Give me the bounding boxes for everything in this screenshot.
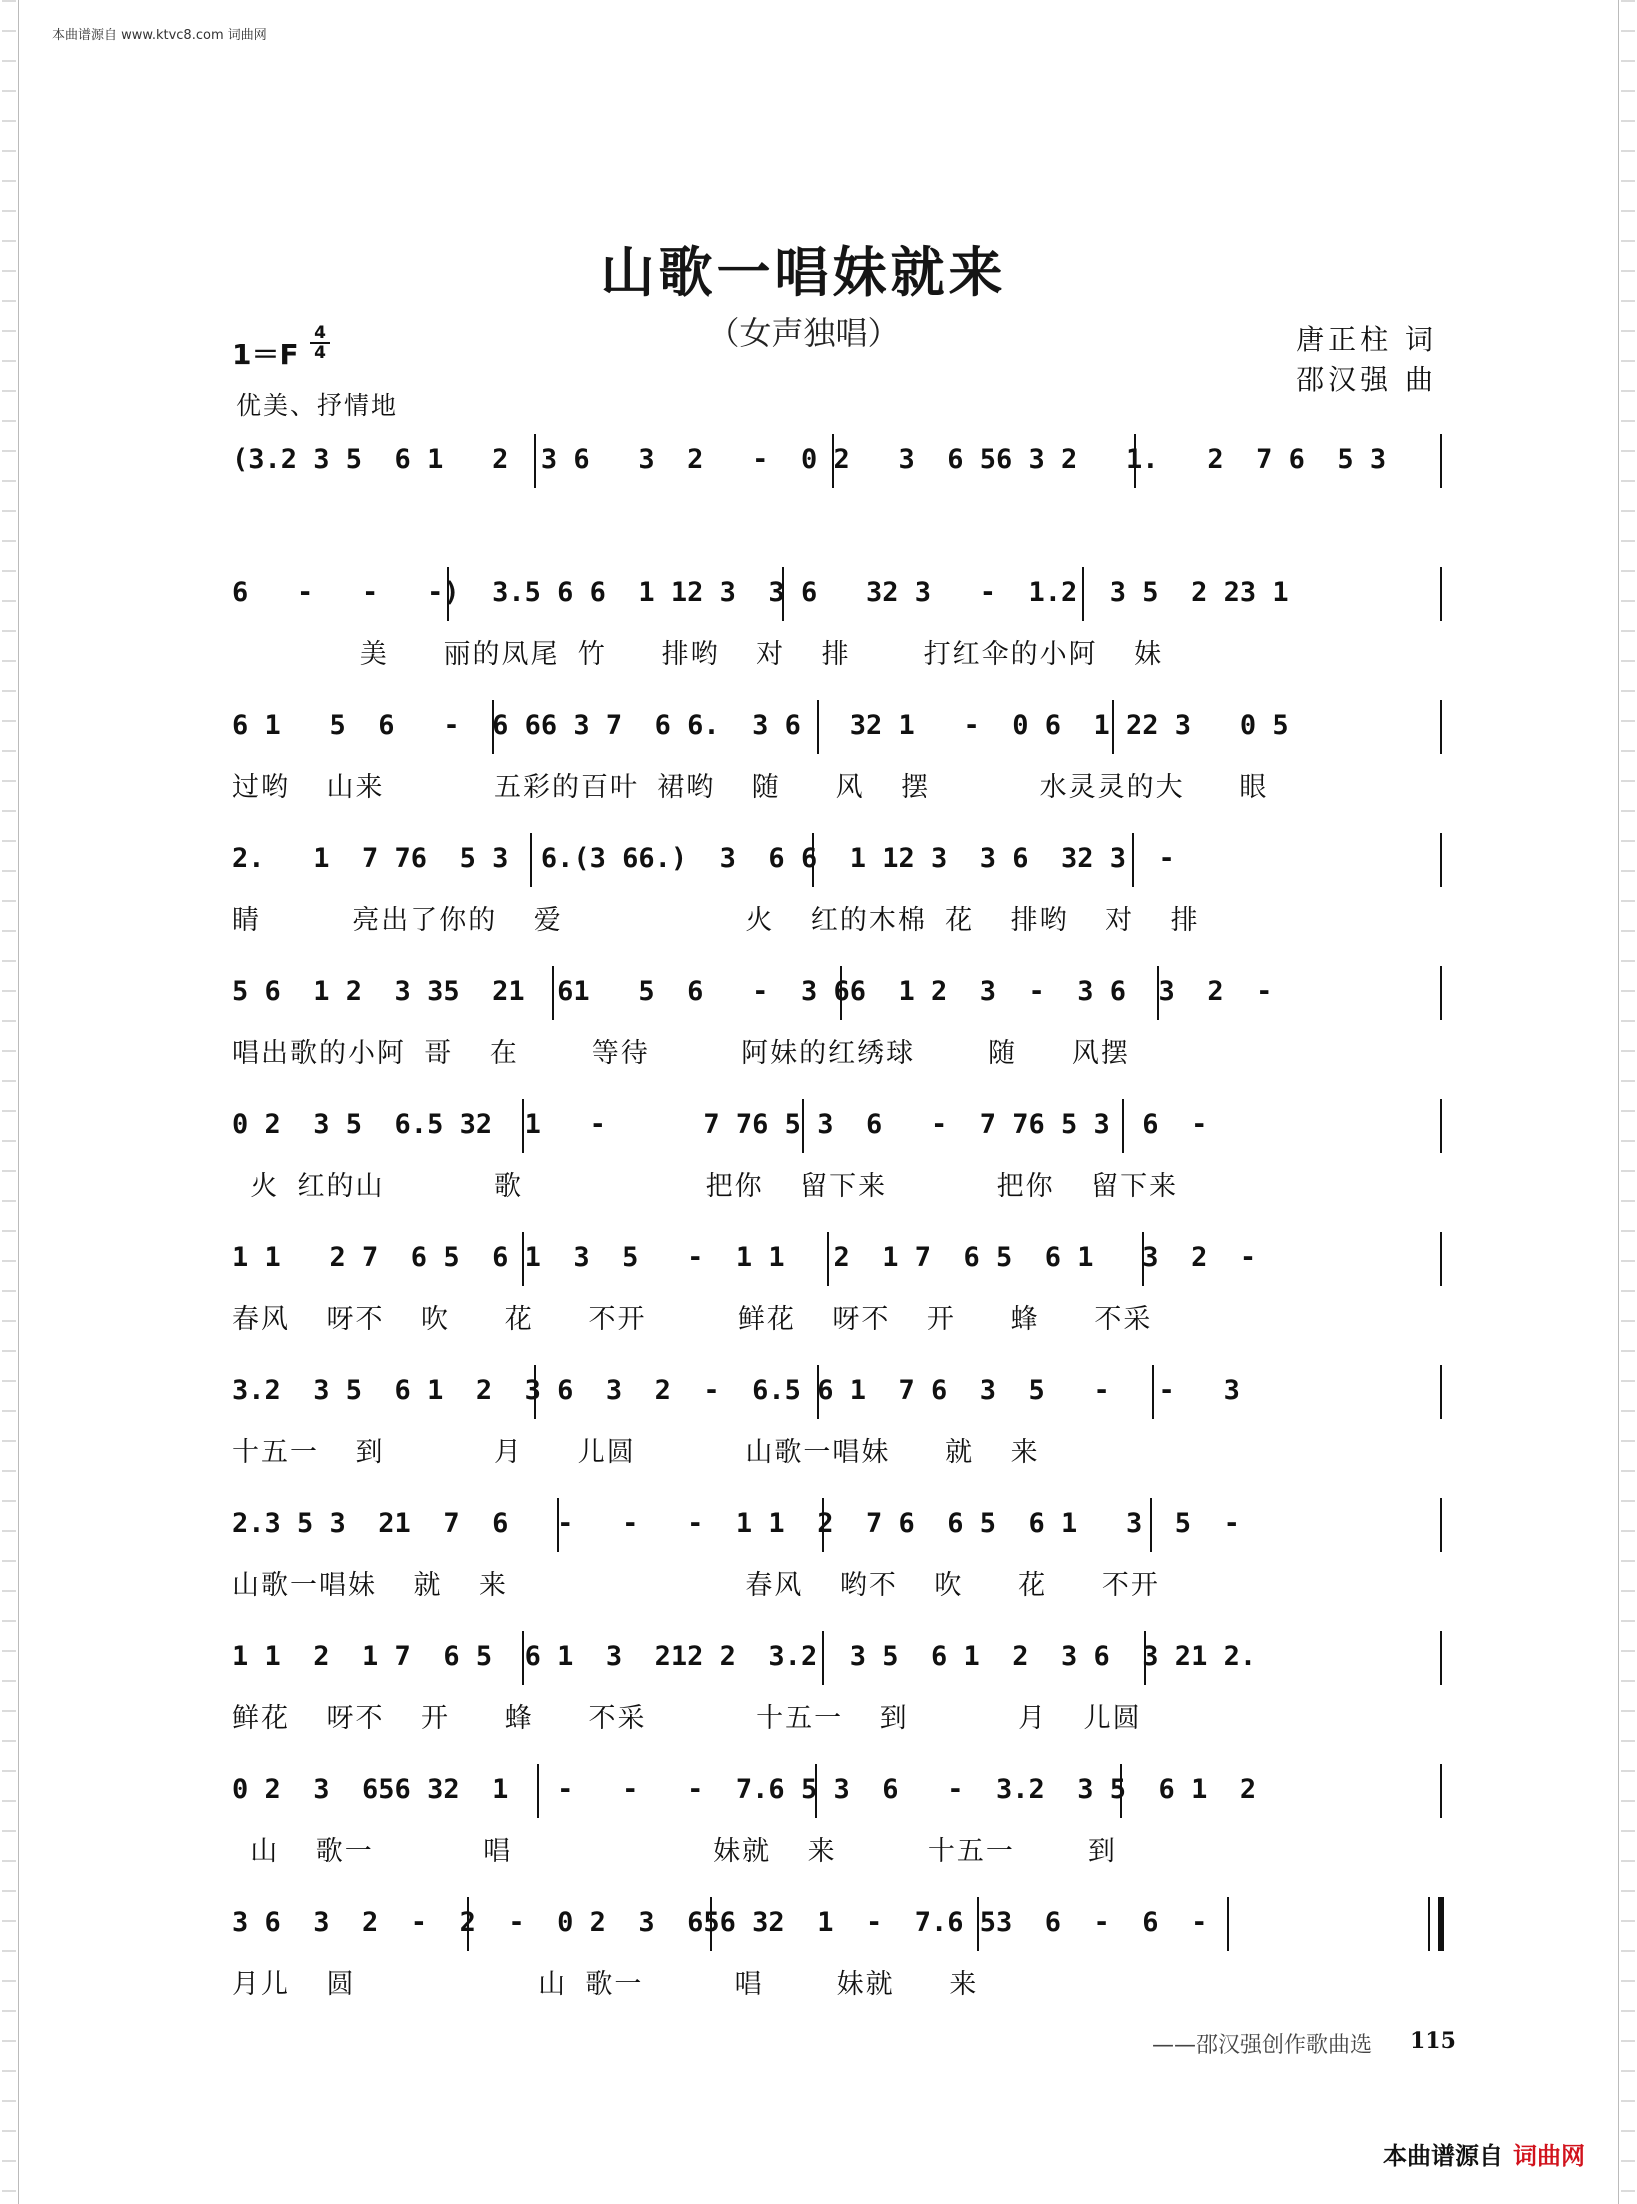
footer-source <box>1383 2136 1585 2171</box>
score-system-8 <box>232 1361 1442 1494</box>
notation-line: 3.2 3 5 6 1 2 3 6 3 2 - 6.5 6 1 7 6 3 5 - - 3 <box>232 1375 1240 1406</box>
barline <box>822 1631 824 1685</box>
barline <box>447 567 449 621</box>
lyrics-line: 十五一 到 月 儿圆 山歌一唱妹 就 来 <box>232 1437 1040 1468</box>
barline <box>492 700 494 754</box>
notation-line: 2. 1 7 76 5 3 6.(3 66.) 3 6 6 1 12 3 3 6 32 3 - <box>232 843 1175 874</box>
barline <box>1440 1365 1442 1419</box>
barline <box>812 833 814 887</box>
barline <box>1440 966 1442 1020</box>
barline <box>1144 1631 1146 1685</box>
barline <box>817 1365 819 1419</box>
barline <box>782 567 784 621</box>
barline <box>552 966 554 1020</box>
barline <box>822 1498 824 1552</box>
book-title-footer: ——邵汉强创作歌曲选 <box>1152 2033 1373 2058</box>
barline <box>1440 700 1442 754</box>
barline <box>710 1897 712 1951</box>
time-signature <box>310 324 330 362</box>
lyrics-line: 月儿 圆 山 歌一 唱 妹就 来 <box>232 1969 979 2000</box>
barline <box>1152 1365 1154 1419</box>
notation-line: 0 2 3 656 32 1 - - - 7.6 5 3 6 - 3.2 3 5 6 1 2 <box>232 1774 1257 1805</box>
barline <box>1440 833 1442 887</box>
barline <box>534 1365 536 1419</box>
barline <box>537 1764 539 1818</box>
lyrics-line: 美 丽的凤尾 竹 排哟 对 排 打红伞的小阿 妹 <box>232 639 1164 670</box>
lyrics-line: 唱出歌的小阿 哥 在 等待 阿妹的红绣球 随 风摆 <box>232 1038 1130 1069</box>
barline <box>1134 434 1136 488</box>
barline <box>522 1631 524 1685</box>
song-subtitle: （女声独唱） <box>707 314 900 352</box>
notation-line: 3 6 3 2 - 2 - 0 2 3 656 32 1 - 7.6 53 6 - 6 - <box>232 1907 1208 1938</box>
score-system-1 <box>232 430 1442 563</box>
lyrics-line: 山歌一唱妹 就 来 春风 哟不 吹 花 不开 <box>232 1570 1160 1601</box>
barline <box>1440 567 1442 621</box>
barline <box>832 434 834 488</box>
lyrics-line: 春风 呀不 吹 花 不开 鲜花 呀不 开 蜂 不采 <box>232 1304 1153 1335</box>
barline <box>1440 434 1442 488</box>
score-system-4 <box>232 829 1442 962</box>
lyrics-line: 过哟 山来 五彩的百叶 裙哟 随 风 摆 水灵灵的大 眼 <box>232 772 1269 803</box>
song-title: 山歌一唱妹就来 <box>600 240 1007 304</box>
barline <box>530 833 532 887</box>
score-system-3 <box>232 696 1442 829</box>
barline <box>1440 1764 1442 1818</box>
barline <box>1142 1232 1144 1286</box>
barline <box>1440 1498 1442 1552</box>
barline <box>815 1764 817 1818</box>
barline <box>817 700 819 754</box>
lyrics-line: 火 红的山 歌 把你 留下来 把你 留下来 <box>232 1171 1179 1202</box>
notation-line: 6 - - -) 3.5 6 6 1 12 3 3 6 32 3 - 1.2 3 5 2 23 1 <box>232 577 1289 608</box>
barline <box>1082 567 1084 621</box>
barline <box>1440 1099 1442 1153</box>
barline <box>534 434 536 488</box>
notation-line: 2.3 5 3 21 7 6 - - - 1 1 2 7 6 6 5 6 1 3 5 - <box>232 1508 1240 1539</box>
barline <box>802 1099 804 1153</box>
score-system-12 <box>232 1893 1442 2026</box>
time-signature-top: 4 <box>314 323 326 343</box>
lyricist-credit: 唐正柱 词 <box>1296 323 1437 356</box>
notation-line: 6 1 5 6 - 6 66 3 7 6 6. 3 6 32 1 - 0 6 1 22 3 0 5 <box>232 710 1289 741</box>
footer-source-label: 本曲谱源自 <box>1383 2142 1503 2170</box>
score-system-11 <box>232 1760 1442 1893</box>
notation-line: 0 2 3 5 6.5 32 1 - 7 76 5 3 6 - 7 76 5 3 6 - <box>232 1109 1208 1140</box>
lyrics-line: 山 歌一 唱 妹就 来 十五一 到 <box>232 1836 1117 1867</box>
barline <box>977 1897 979 1951</box>
barline <box>1112 700 1114 754</box>
barline <box>1440 1631 1442 1685</box>
barline <box>1122 1099 1124 1153</box>
score <box>232 430 1442 2026</box>
barline <box>1157 966 1159 1020</box>
barline <box>467 1897 469 1951</box>
page-number: 115 <box>1410 2028 1456 2054</box>
barline <box>1120 1764 1122 1818</box>
score-system-9 <box>232 1494 1442 1627</box>
notation-line: 1 1 2 1 7 6 5 6 1 3 212 2 3.2 3 5 6 1 2 3 6 3 21 2. <box>232 1641 1257 1672</box>
barline <box>1150 1498 1152 1552</box>
right-watermark-strip <box>1621 0 1635 2204</box>
score-system-7 <box>232 1228 1442 1361</box>
barline <box>1440 1232 1442 1286</box>
key-signature: 1＝F <box>232 338 299 371</box>
footer-source-brand: 词曲网 <box>1513 2142 1585 2170</box>
score-system-2 <box>232 563 1442 696</box>
score-system-6 <box>232 1095 1442 1228</box>
barline <box>840 966 842 1020</box>
notation-line: (3.2 3 5 6 1 2 3 6 3 2 - 0 2 3 6 56 3 2 1. 2 7 6 5 3 <box>232 444 1387 475</box>
score-system-5 <box>232 962 1442 1095</box>
barline <box>827 1232 829 1286</box>
notation-line: 5 6 1 2 3 35 21 61 5 6 - 3 66 1 2 3 - 3 6 3 2 - <box>232 976 1273 1007</box>
time-signature-bottom: 4 <box>310 342 330 362</box>
expression-marking: 优美、抒情地 <box>236 391 399 420</box>
lyrics-line: 睛 亮出了你的 爱 火 红的木棉 花 排哟 对 排 <box>232 905 1200 936</box>
barline <box>522 1099 524 1153</box>
barline <box>522 1232 524 1286</box>
score-system-10 <box>232 1627 1442 1760</box>
composer-credit: 邵汉强 曲 <box>1296 363 1437 396</box>
header-source-text: 本曲谱源自 www.ktvc8.com 词曲网 <box>52 28 267 43</box>
barline <box>1227 1897 1229 1951</box>
final-barline <box>1428 1897 1444 1951</box>
barline <box>557 1498 559 1552</box>
barline <box>1132 833 1134 887</box>
lyrics-line: 鲜花 呀不 开 蜂 不采 十五一 到 月 儿圆 <box>232 1703 1142 1734</box>
notation-line: 1 1 2 7 6 5 6 1 3 5 - 1 1 2 1 7 6 5 6 1 3 2 - <box>232 1242 1257 1273</box>
